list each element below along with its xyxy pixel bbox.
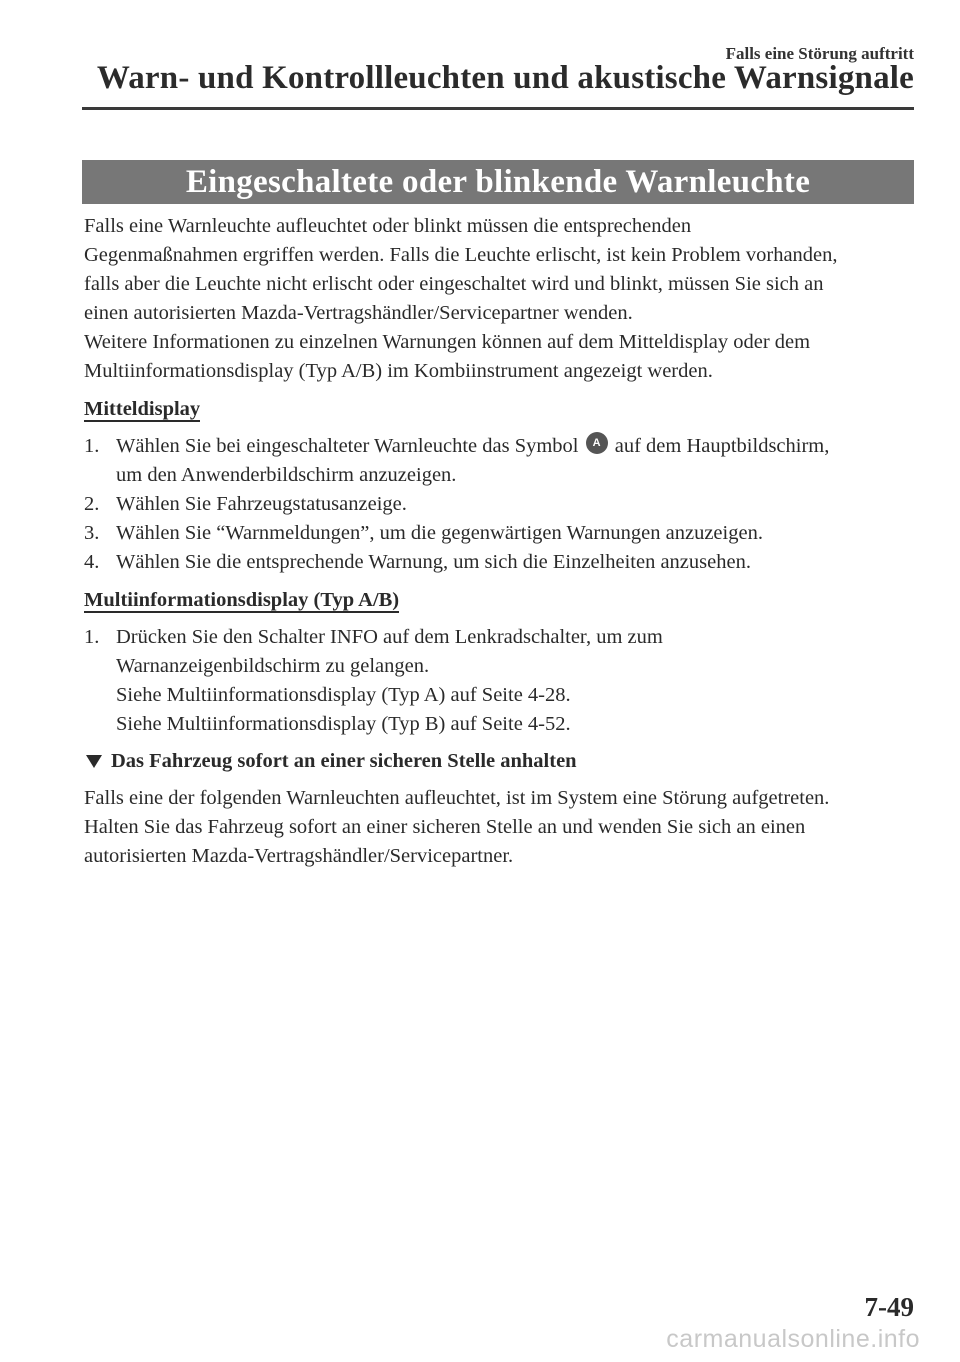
subsection-heading [84,747,920,776]
mitteldisplay-heading-wrap [84,395,920,424]
step-number: 3. [84,522,100,544]
intro-line: Falls eine Warnleuchte aufleuchtet oder blinkt müssen die entsprechenden [84,215,692,237]
chapter-label: Falls eine Störung auftritt [725,44,914,63]
step-text: Wählen Sie Fahrzeugstatusanzeige. [116,493,407,515]
section-banner [82,160,914,204]
step-text-part: um den Anwenderbildschirm anzuzeigen. [116,464,457,486]
step-text-part: auf dem Hauptbildschirm, [614,435,830,457]
subsection-heading-text: Das Fahrzeug sofort an einer sicheren Stelle anhalten [111,750,577,772]
intro-line: Gegenmaßnahmen ergriffen werden. Falls die Leuchte erlischt, ist kein Problem vorhanden, [84,244,838,266]
step-item [84,490,920,519]
page-content [84,212,920,871]
step-text-part: Warnanzeigenbildschirm zu gelangen. [116,655,430,677]
page-number: 7-49 [864,1292,914,1322]
subsection-line: Falls eine der folgenden Warnleuchten aufleuchtet, ist im System eine Störung aufgetreten. [84,787,830,809]
intro-line: Weitere Informationen zu einzelnen Warnungen können auf dem Mitteldisplay oder dem [84,331,811,353]
header-rule [82,107,914,110]
vehicle-status-icon: A [586,432,608,454]
step-item [84,623,920,739]
subsection-line: autorisierten Mazda-Vertragshändler/Servicepartner. [84,845,514,867]
multiinfo-heading-wrap [84,586,920,615]
step-item [84,548,920,577]
mitteldisplay-steps [84,432,920,577]
step-number: 4. [84,551,100,573]
multiinfo-steps [84,623,920,739]
multiinfo-heading: Multiinformationsdisplay (Typ A/B) [84,589,400,611]
step-item [84,519,920,548]
step-text [116,623,920,739]
step-number: 1. [84,435,100,457]
step-text-part: Drücken Sie den Schalter INFO auf dem Lenkradschalter, um zum [116,626,663,648]
watermark: carmanualsonline.info [666,1325,920,1353]
step-number: 1. [84,626,100,648]
step-text: Wählen Sie die entsprechende Warnung, um sich die Einzelheiten anzusehen. [116,551,751,573]
intro-line: falls aber die Leuchte nicht erlischt oder eingeschaltet wird und blinkt, müssen Sie sich an [84,273,824,295]
mitteldisplay-heading: Mitteldisplay [84,398,201,420]
intro-line: Multiinformationsdisplay (Typ A/B) im Kombiinstrument angezeigt werden. [84,360,713,382]
step-text-part: Wählen Sie bei eingeschalteter Warnleuchte das Symbol [116,435,579,457]
intro-paragraph [84,212,920,386]
section-banner-text: Eingeschaltete oder blinkende Warnleuchte [185,163,811,200]
step-item [84,432,920,490]
triangle-down-icon [86,755,102,768]
step-number: 2. [84,493,100,515]
step-text [116,432,920,490]
page-reference: Siehe Multiinformationsdisplay (Typ A) auf Seite 4-28. [116,684,571,706]
subsection-paragraph [84,784,920,871]
chapter-title: Warn- und Kontrollleuchten und akustische Warnsignale [96,60,914,96]
page-reference: Siehe Multiinformationsdisplay (Typ B) auf Seite 4-52. [116,713,571,735]
subsection-line: Halten Sie das Fahrzeug sofort an einer sicheren Stelle an und wenden Sie sich an einen [84,816,806,838]
step-text: Wählen Sie “Warnmeldungen”, um die gegenwärtigen Warnungen anzuzeigen. [116,522,763,544]
intro-line: einen autorisierten Mazda-Vertragshändler/Servicepartner wenden. [84,302,633,324]
